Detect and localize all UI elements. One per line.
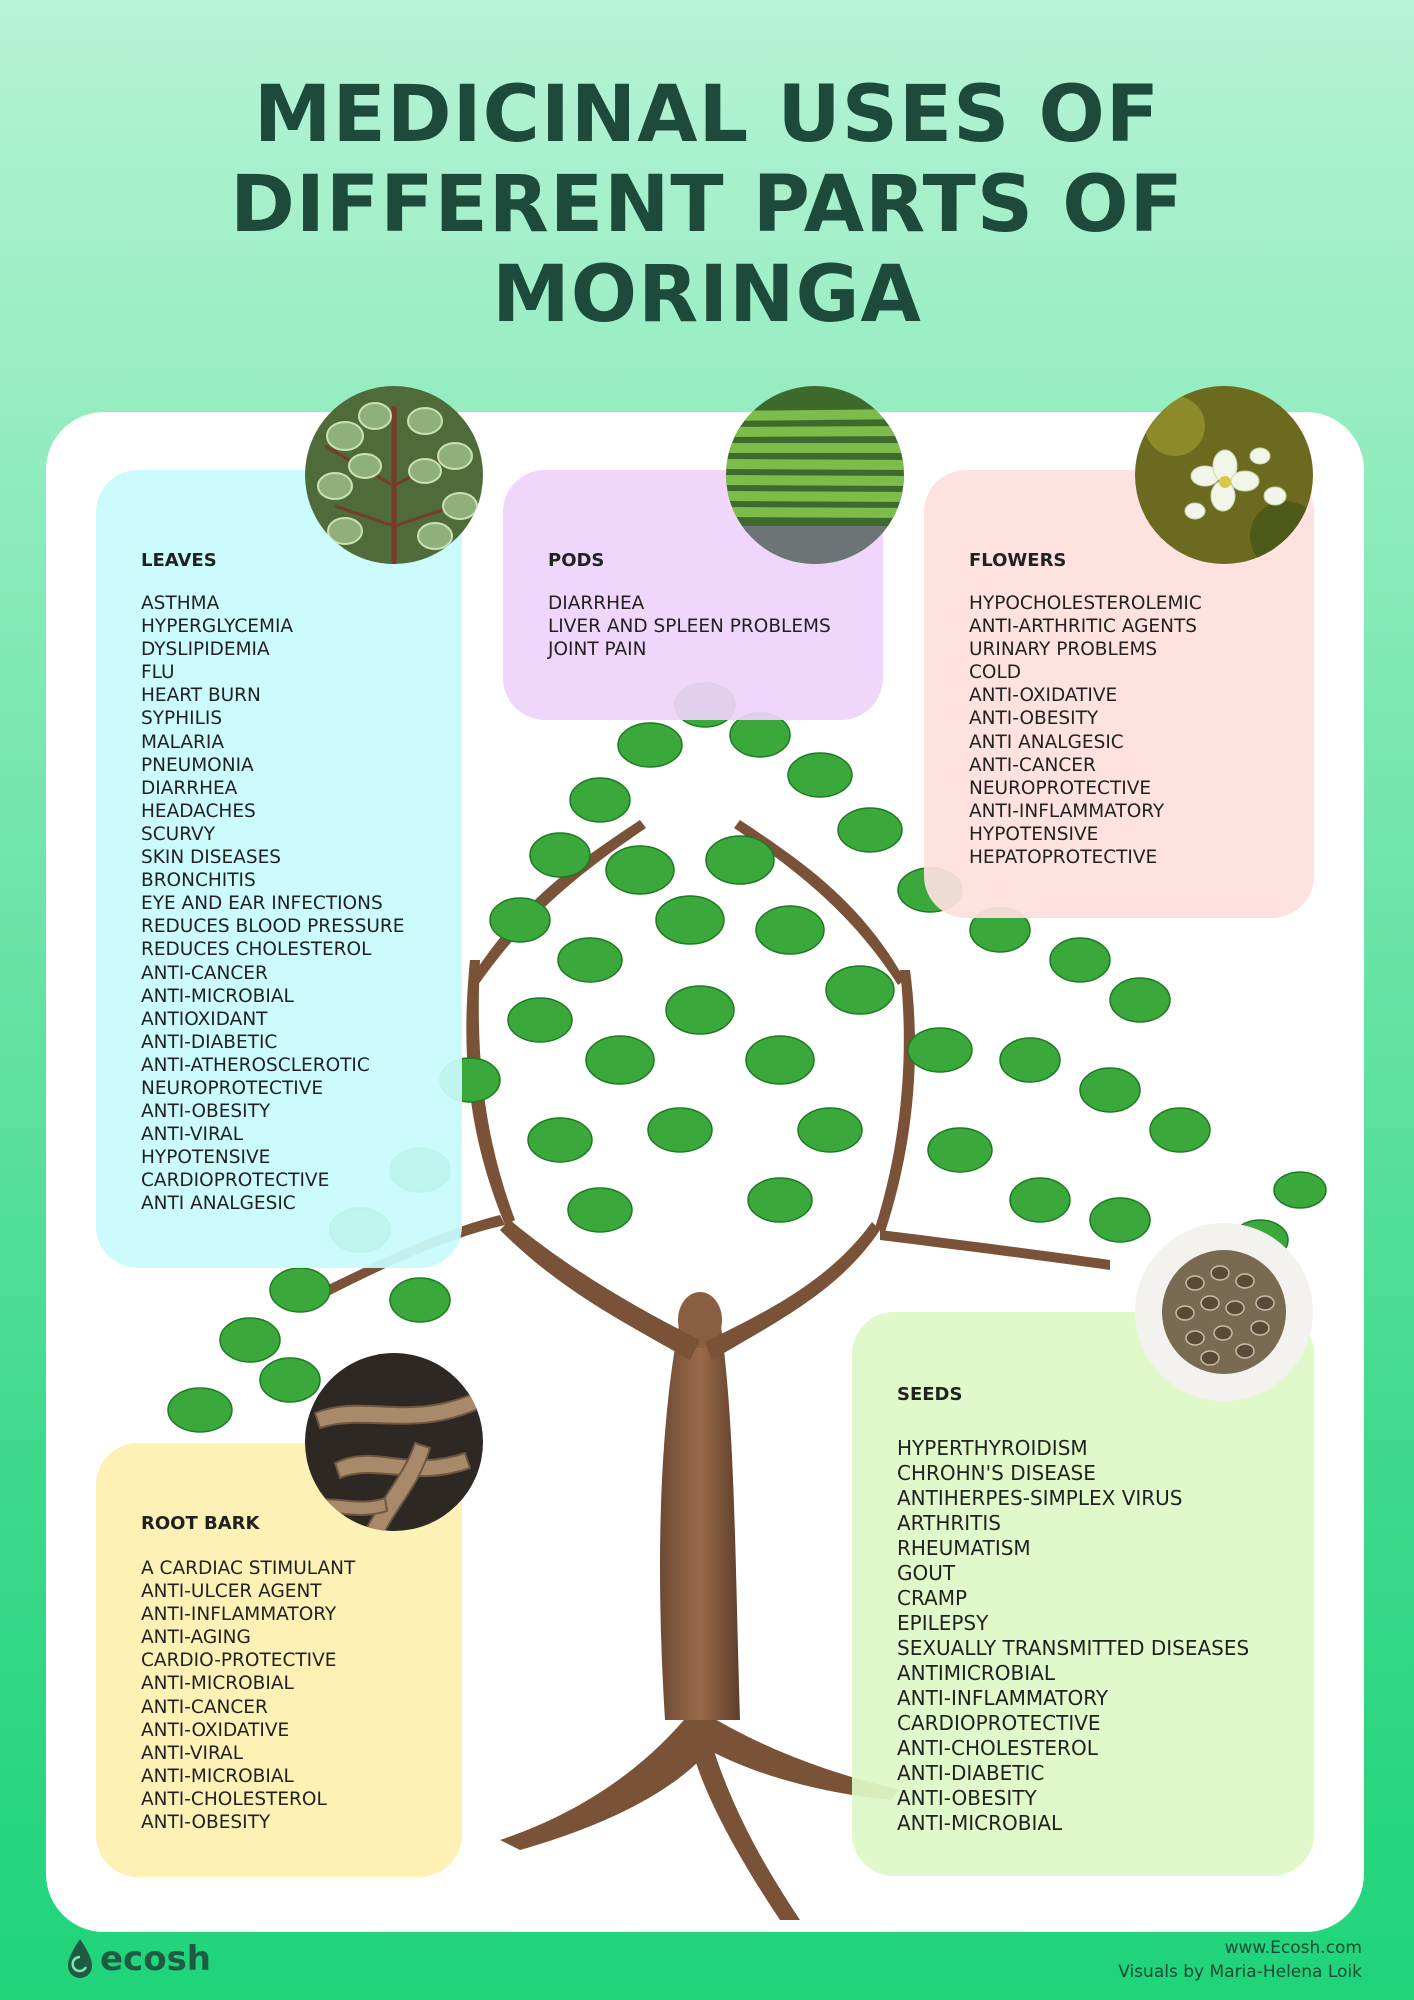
list-item: ANTI-OXIDATIVE — [141, 1719, 290, 1741]
list-item: ANTIHERPES-SIMPLEX VIRUS — [897, 1486, 1183, 1510]
list-item: CHROHN'S DISEASE — [897, 1461, 1096, 1485]
list-item: SYPHILIS — [141, 708, 223, 730]
list-item: ANTI-ULCER AGENT — [141, 1581, 322, 1603]
list-item: EYE AND EAR INFECTIONS — [141, 893, 383, 915]
list-item: URINARY PROBLEMS — [969, 639, 1158, 661]
pods-list — [548, 592, 831, 661]
credit-text: Visuals by Maria-Helena Loik — [1118, 1962, 1362, 1982]
list-item: RHEUMATISM — [897, 1536, 1031, 1560]
list-item: PNEUMONIA — [141, 754, 254, 776]
list-item: SCURVY — [141, 823, 215, 845]
list-item: GOUT — [897, 1561, 956, 1585]
list-item: DIARRHEA — [548, 593, 645, 614]
list-item: HYPERGLYCEMIA — [141, 616, 294, 638]
list-item: ANTI-OBESITY — [141, 1812, 271, 1834]
footer-credits — [1118, 1936, 1362, 1984]
list-item: ANTI-CHOLESTEROL — [141, 1788, 327, 1810]
list-item: ANTI-ARTHRITIC AGENTS — [969, 616, 1197, 638]
list-item: BRONCHITIS — [141, 870, 256, 892]
seeds-photo-icon — [1135, 1223, 1313, 1401]
list-item: EPILEPSY — [897, 1611, 989, 1635]
list-item: HEART BURN — [141, 685, 261, 707]
list-item: ANTI-INFLAMMATORY — [897, 1686, 1109, 1710]
flowers-label: FLOWERS — [969, 550, 1067, 571]
title-line-2: DIFFERENT PARTS OF — [230, 160, 1184, 250]
list-item: HYPOTENSIVE — [141, 1147, 271, 1169]
list-item: ANTI-VIRAL — [141, 1124, 244, 1146]
list-item: ANTI-ATHEROSCLEROTIC — [141, 1054, 370, 1076]
list-item: ANTI-CANCER — [141, 962, 268, 984]
list-item: ANTI-CANCER — [969, 754, 1096, 776]
list-item: ANTI-MICROBIAL — [141, 985, 294, 1007]
list-item: HYPOTENSIVE — [969, 823, 1099, 845]
seeds-label: SEEDS — [897, 1384, 963, 1405]
list-item: ANTI-INFLAMMATORY — [141, 1604, 337, 1626]
list-item: ANTI-MICROBIAL — [141, 1673, 294, 1695]
list-item: ANTI-MICROBIAL — [897, 1811, 1063, 1835]
list-item: LIVER AND SPLEEN PROBLEMS — [548, 616, 831, 638]
title-line-1: MEDICINAL USES OF — [253, 70, 1161, 160]
list-item: REDUCES BLOOD PRESSURE — [141, 916, 405, 938]
list-item: A CARDIAC STIMULANT — [141, 1558, 356, 1579]
list-item: SEXUALLY TRANSMITTED DISEASES — [897, 1636, 1250, 1660]
title-line-3: MORINGA — [492, 250, 922, 340]
list-item: FLU — [141, 662, 175, 684]
list-item: ANTI-OBESITY — [897, 1786, 1037, 1810]
list-item: HYPERTHYROIDISM — [897, 1436, 1088, 1460]
list-item: ANTIOXIDANT — [141, 1008, 268, 1030]
list-item: CARDIO-PROTECTIVE — [141, 1650, 337, 1672]
list-item: ANTI-CHOLESTEROL — [897, 1736, 1098, 1760]
list-item: ANTI-OBESITY — [141, 1101, 271, 1123]
list-item: ANTI-DIABETIC — [897, 1761, 1045, 1785]
pods-label: PODS — [548, 550, 605, 571]
list-item: DIARRHEA — [141, 777, 238, 799]
list-item: CRAMP — [897, 1586, 968, 1610]
list-item: JOINT PAIN — [548, 639, 647, 661]
list-item: ANTI-OBESITY — [969, 708, 1099, 730]
ecosh-logo[interactable] — [66, 1936, 211, 1982]
list-item: HEADACHES — [141, 800, 256, 822]
leaves-card — [96, 470, 462, 1268]
list-item: REDUCES CHOLESTEROL — [141, 939, 372, 961]
list-item: ANTI-CANCER — [141, 1696, 268, 1718]
brand-name: ecosh — [100, 1939, 212, 1979]
list-item: ANTI-VIRAL — [141, 1742, 244, 1764]
list-item: CARDIOPROTECTIVE — [897, 1711, 1101, 1735]
list-item: ANTI-MICROBIAL — [141, 1765, 294, 1787]
root-bark-label: ROOT BARK — [141, 1513, 260, 1534]
pods-photo-icon — [726, 386, 904, 564]
list-item: ANTIMICROBIAL — [897, 1661, 1055, 1685]
list-item: SKIN DISEASES — [141, 847, 282, 869]
list-item: NEUROPROTECTIVE — [141, 1077, 324, 1099]
leaves-list — [141, 592, 404, 1216]
leaves-label: LEAVES — [141, 550, 217, 571]
list-item: COLD — [969, 662, 1022, 684]
root-photo-icon — [305, 1353, 483, 1531]
flowers-list — [969, 592, 1202, 869]
list-item: DYSLIPIDEMIA — [141, 639, 270, 661]
list-item: ANTI ANALGESIC — [141, 1193, 296, 1215]
seeds-list — [897, 1436, 1249, 1836]
list-item: NEUROPROTECTIVE — [969, 777, 1152, 799]
list-item: ANTI ANALGESIC — [969, 731, 1124, 753]
list-item: ARTHRITIS — [897, 1511, 1001, 1535]
leaves-photo-icon — [305, 386, 483, 564]
list-item: ASTHMA — [141, 593, 220, 614]
list-item: MALARIA — [141, 731, 224, 753]
site-link[interactable]: www.Ecosh.com — [1224, 1938, 1362, 1958]
list-item: ANTI-OXIDATIVE — [969, 685, 1118, 707]
list-item: CARDIOPROTECTIVE — [141, 1170, 330, 1192]
list-item: ANTI-INFLAMMATORY — [969, 800, 1165, 822]
root-bark-list — [141, 1557, 355, 1834]
list-item: ANTI-DIABETIC — [141, 1031, 278, 1053]
list-item: ANTI-AGING — [141, 1627, 251, 1649]
ecosh-logo-icon — [66, 1939, 94, 1979]
list-item: HYPOCHOLESTEROLEMIC — [969, 593, 1202, 614]
flowers-photo-icon — [1135, 386, 1313, 564]
list-item: HEPATOPROTECTIVE — [969, 847, 1158, 869]
